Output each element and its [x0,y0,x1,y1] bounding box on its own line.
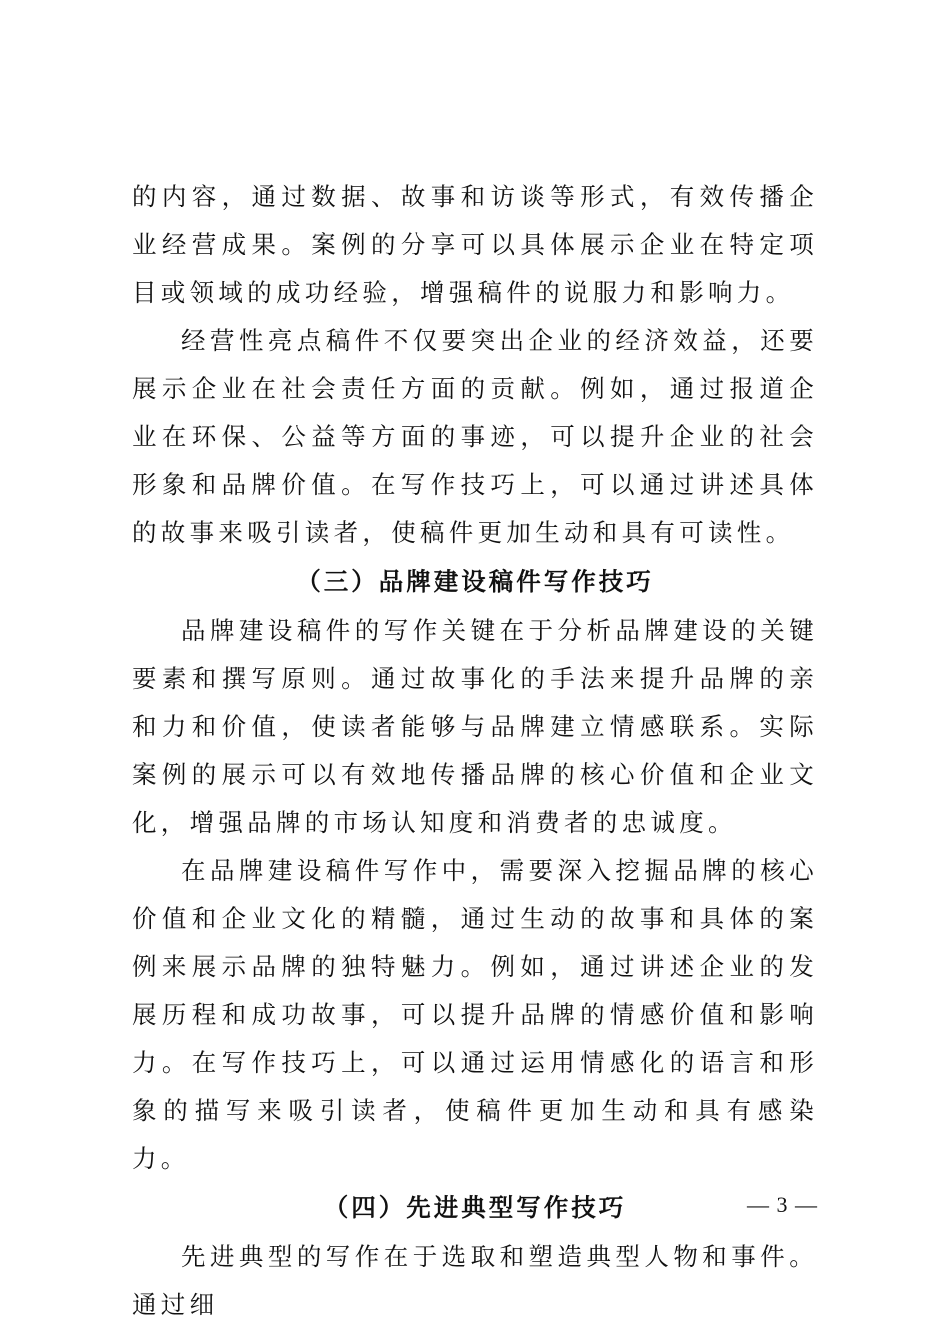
paragraph-brand-building-practice: 在品牌建设稿件写作中，需要深入挖掘品牌的核心价值和企业文化的精髓，通过生动的故事和具体的案例来展示品牌的独特魅力。例如，通过讲述企业的发展历程和成功故事，可以提升品牌的情感价值和影响力。在写作技巧上，可以通过运用情感化的语言和形象的描写来吸引读者，使稿件更加生动和具有感染力。 [132,856,818,1173]
section-heading-brand-building: （三）品牌建设稿件写作技巧 [296,567,654,596]
section-heading-advanced-models: （四）先进典型写作技巧 [323,1193,627,1222]
paragraph-business-highlights: 经营性亮点稿件不仅要突出企业的经济效益，还要展示企业在社会责任方面的贡献。例如，通过报道企业在环保、公益等方面的事迹，可以提升企业的社会形象和品牌价值。在写作技巧上，可以通过讲述具体的故事来吸引读者，使稿件更加生动和具有可读性。 [132,326,818,547]
paragraph-brand-building-key: 品牌建设稿件的写作关键在于分析品牌建设的关键要素和撰写原则。通过故事化的手法来提升品牌的亲和力和价值，使读者能够与品牌建立情感联系。实际案例的展示可以有效地传播品牌的核心价值和企业文化，增强品牌的市场认知度和消费者的忠诚度。 [132,616,818,837]
document-body [132,173,818,1329]
paragraph-continuation: 的内容，通过数据、故事和访谈等形式，有效传播企业经营成果。案例的分享可以具体展示企业在特定项目或领域的成功经验，增强稿件的说服力和影响力。 [132,182,818,307]
paragraph-advanced-models: 先进典型的写作在于选取和塑造典型人物和事件。通过细 [132,1242,818,1319]
page-number: — 3 — [747,1192,818,1217]
